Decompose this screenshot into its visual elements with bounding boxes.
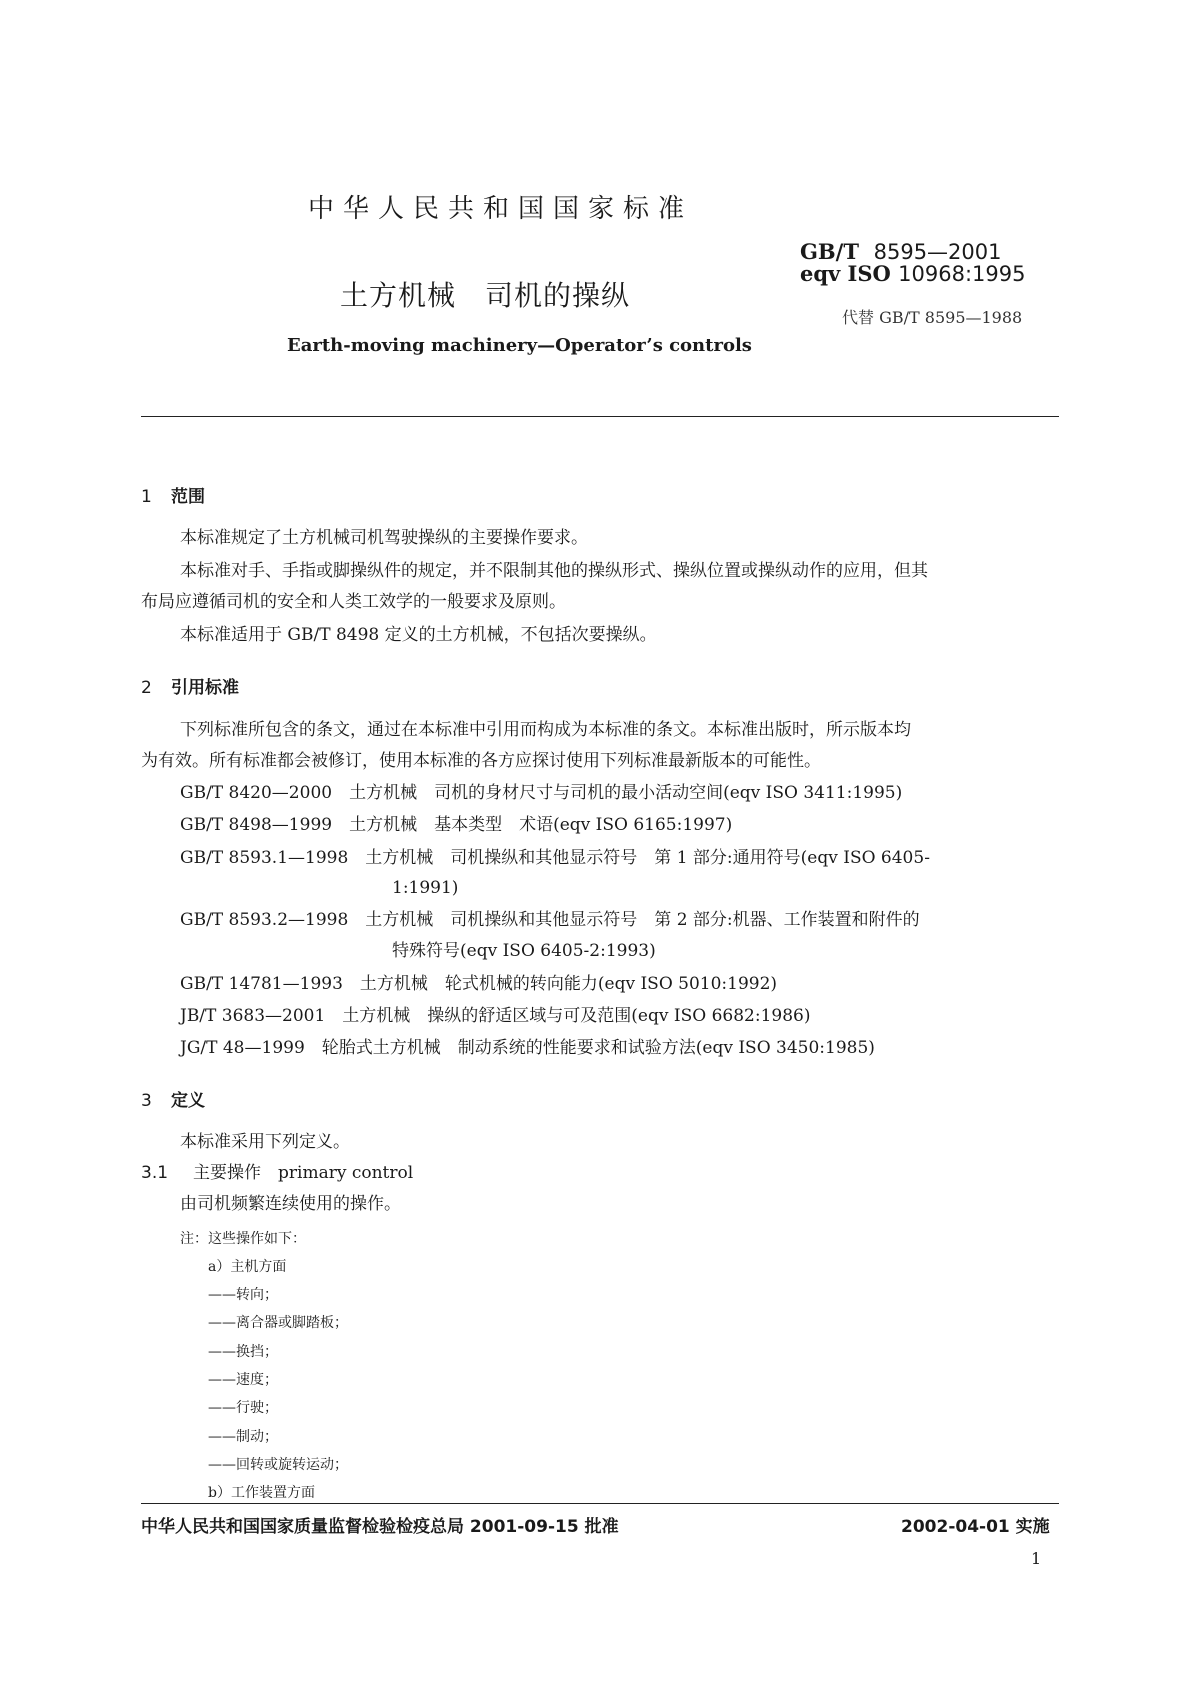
section-2-title: 引用标准 bbox=[171, 678, 239, 698]
footer-divider bbox=[141, 1503, 1059, 1504]
standard-number-value: 8595—2001 bbox=[873, 240, 1002, 264]
section-2-number: 2 bbox=[141, 678, 152, 698]
reference-item: JB/T 3683—2001 土方机械 操纵的舒适区域与可及范围(eqv ISO 6682:1986) bbox=[180, 1006, 811, 1026]
section-2-heading bbox=[141, 673, 239, 698]
reference-item-continuation: 特殊符号(eqv ISO 6405-2:1993) bbox=[392, 941, 656, 961]
eqv-number: 10968:1995 bbox=[898, 262, 1026, 286]
paragraph: 下列标准所包含的条文，通过在本标准中引用而构成为本标准的条文。本标准出版时，所示版本均 bbox=[180, 720, 911, 740]
section-3-heading bbox=[141, 1086, 205, 1111]
section-3-number: 3 bbox=[141, 1091, 152, 1111]
paragraph-continuation: 为有效。所有标准都会被修订，使用本标准的各方应探讨使用下列标准最新版本的可能性。 bbox=[141, 751, 821, 771]
reference-item: JG/T 48—1999 轮胎式土方机械 制动系统的性能要求和试验方法(eqv ISO 3450:1985) bbox=[180, 1038, 875, 1058]
country-standard-heading: 中华人民共和国国家标准 bbox=[308, 194, 694, 224]
equivalent-standard bbox=[800, 261, 1025, 286]
standard-number-prefix: GB/T bbox=[800, 239, 859, 264]
approval-notice: 中华人民共和国国家质量监督检验检疫总局 2001-09-15 批准 bbox=[141, 1517, 619, 1537]
definition-number: 3.1 bbox=[141, 1163, 169, 1183]
list-item: ——回转或旋转运动； bbox=[208, 1457, 348, 1473]
reference-item: GB/T 8593.1—1998 土方机械 司机操纵和其他显示符号 第 1 部分:通用符号(eqv ISO 6405- bbox=[180, 848, 930, 868]
list-item: ——速度； bbox=[208, 1372, 278, 1388]
paragraph: 本标准采用下列定义。 bbox=[180, 1132, 350, 1152]
definition-text: 由司机频繁连续使用的操作。 bbox=[180, 1194, 401, 1214]
reference-item-continuation: 1:1991) bbox=[392, 878, 459, 898]
list-item: ——离合器或脚踏板； bbox=[208, 1315, 348, 1331]
list-item: ——制动； bbox=[208, 1429, 278, 1445]
effective-date: 2002-04-01 实施 bbox=[901, 1517, 1050, 1537]
section-1-title: 范围 bbox=[171, 487, 205, 507]
reference-item: GB/T 14781—1993 土方机械 轮式机械的转向能力(eqv ISO 5010:1992) bbox=[180, 974, 778, 994]
paragraph: 本标准适用于 GB/T 8498 定义的土方机械，不包括次要操纵。 bbox=[180, 625, 657, 645]
list-item: ——换挡； bbox=[208, 1344, 278, 1360]
reference-item: GB/T 8593.2—1998 土方机械 司机操纵和其他显示符号 第 2 部分:机器、工作装置和附件的 bbox=[180, 910, 920, 930]
list-item: b）工作装置方面 bbox=[208, 1485, 315, 1501]
page-number: 1 bbox=[1031, 1549, 1042, 1568]
header-divider bbox=[141, 416, 1059, 417]
paragraph: 本标准对手、手指或脚操纵件的规定，并不限制其他的操纵形式、操纵位置或操纵动作的应用，但其 bbox=[180, 561, 928, 581]
title-english: Earth-moving machinery—Operator’s controls bbox=[287, 335, 752, 356]
note-label: 注：这些操作如下： bbox=[180, 1231, 306, 1247]
definition-heading bbox=[141, 1158, 413, 1188]
paragraph: 本标准规定了土方机械司机驾驶操纵的主要操作要求。 bbox=[180, 528, 588, 548]
list-item: ——行驶； bbox=[208, 1400, 278, 1416]
paragraph-continuation: 布局应遵循司机的安全和人类工效学的一般要求及原则。 bbox=[141, 592, 566, 612]
section-3-title: 定义 bbox=[171, 1091, 205, 1111]
reference-item: GB/T 8420—2000 土方机械 司机的身材尺寸与司机的最小活动空间(eqv ISO 3411:1995) bbox=[180, 783, 903, 803]
list-item: ——转向； bbox=[208, 1287, 278, 1303]
list-item: a）主机方面 bbox=[208, 1259, 287, 1275]
eqv-prefix: eqv ISO bbox=[800, 261, 891, 286]
title-chinese: 土方机械 司机的操纵 bbox=[340, 279, 631, 312]
definition-term: 主要操作 primary control bbox=[193, 1163, 414, 1183]
section-1-heading bbox=[141, 482, 205, 507]
reference-item: GB/T 8498—1999 土方机械 基本类型 术语(eqv ISO 6165:1997) bbox=[180, 815, 733, 835]
section-1-number: 1 bbox=[141, 487, 152, 507]
replaces-standard: 代替 GB/T 8595—1988 bbox=[842, 308, 1023, 327]
